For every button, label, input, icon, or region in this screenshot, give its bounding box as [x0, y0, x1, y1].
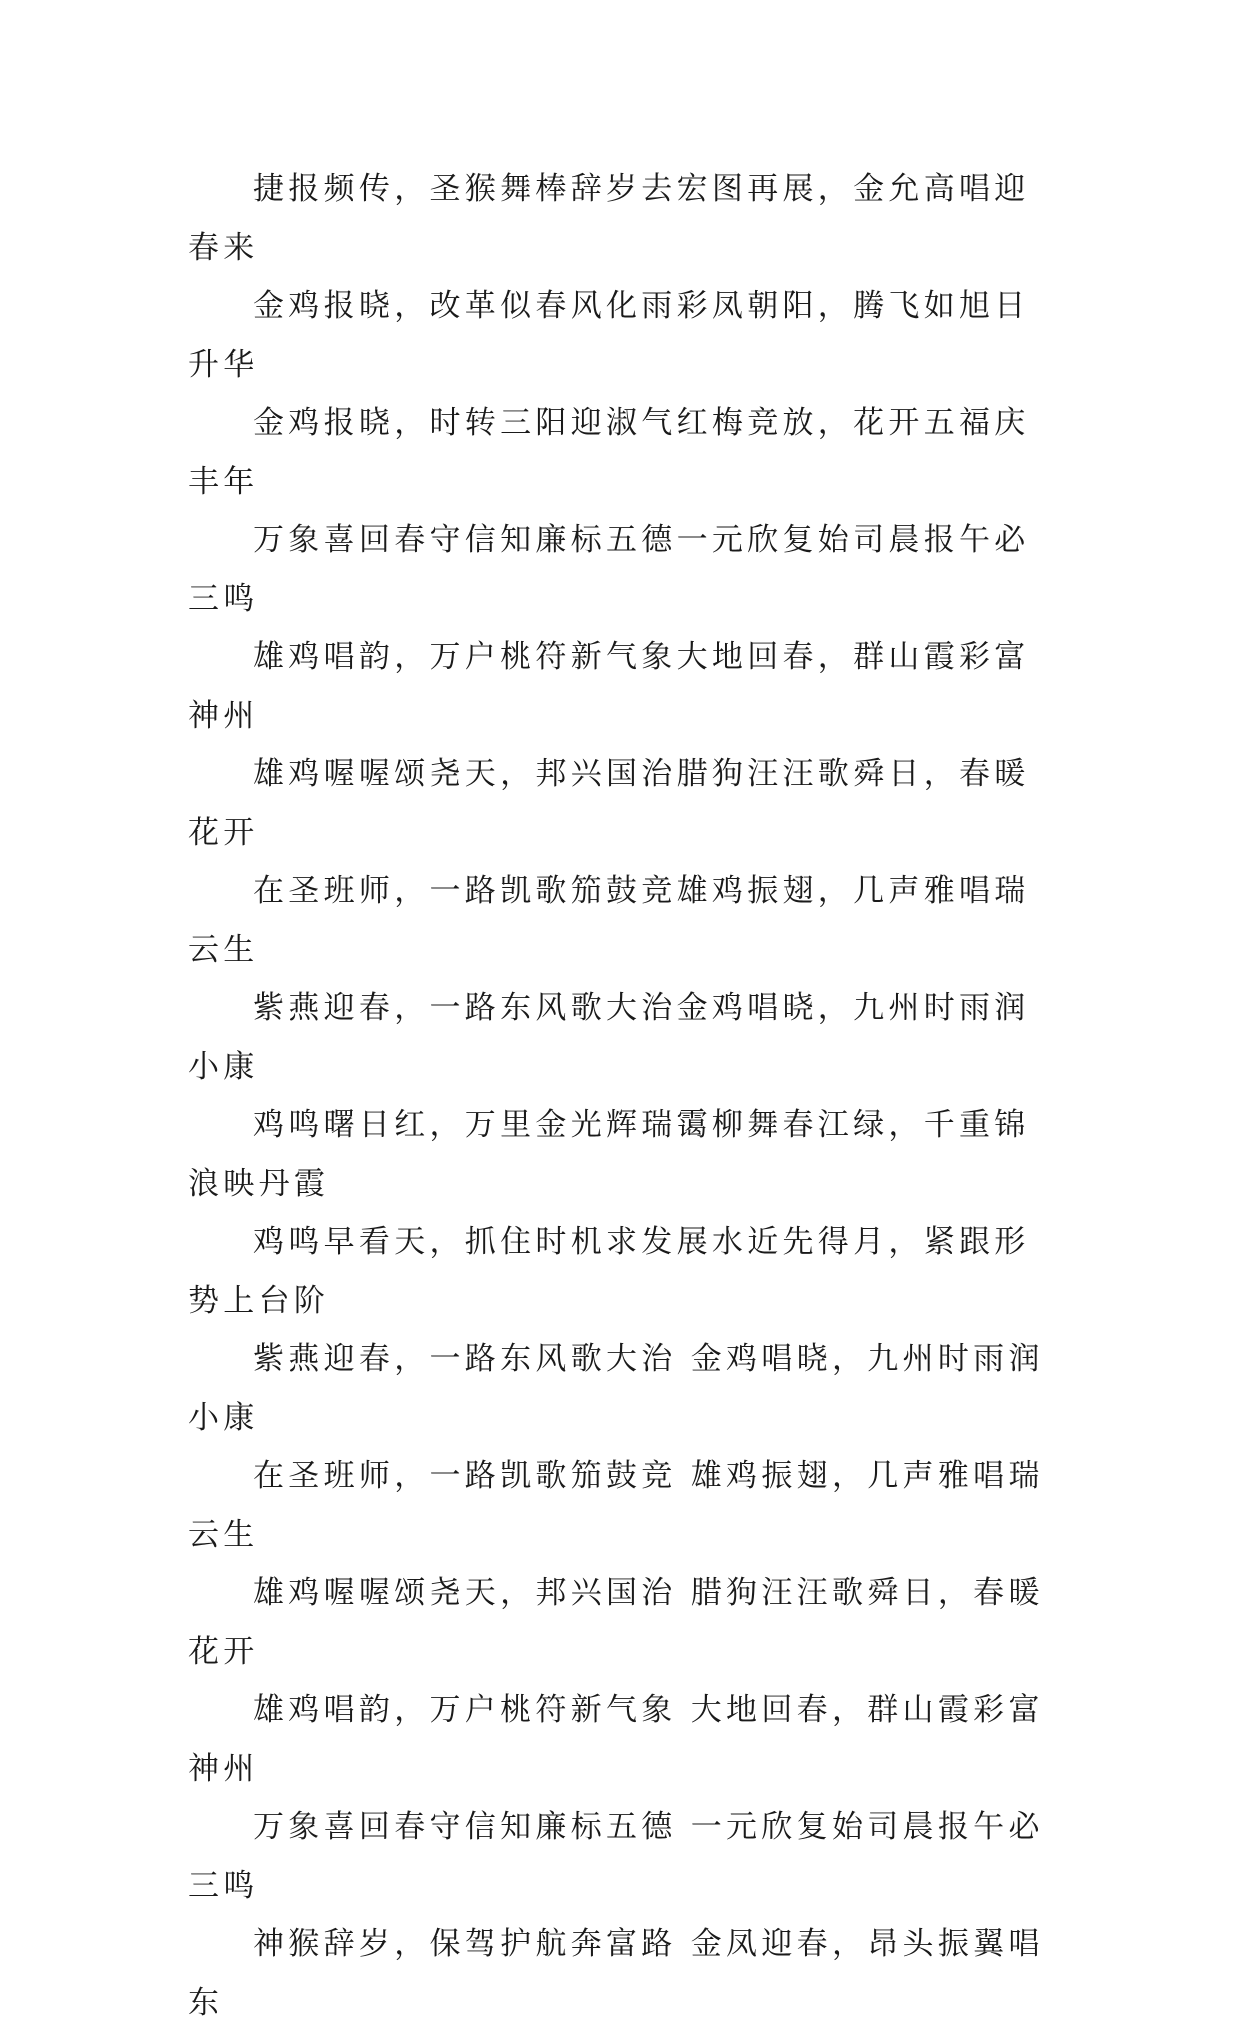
paragraph: 鸡鸣早看天，抓住时机求发展水近先得月，紧跟形势上台阶: [188, 1224, 1030, 1319]
paragraph: 紫燕迎春，一路东风歌大治 金鸡唱晓，九州时雨润小康: [188, 1341, 1044, 1436]
paragraph: 鸡鸣曙日红，万里金光辉瑞霭柳舞春江绿，千重锦浪映丹霞: [188, 1107, 1030, 1202]
paragraph: 雄鸡喔喔颂尧天，邦兴国治腊狗汪汪歌舜日，春暖花开: [188, 756, 1030, 851]
paragraph: 捷报频传，圣猴舞棒辞岁去宏图再展，金允高唱迎春来: [188, 171, 1030, 266]
paragraph: 雄鸡唱韵，万户桃符新气象 大地回春，群山霞彩富神州: [188, 1692, 1044, 1787]
paragraph: 金鸡报晓，时转三阳迎淑气红梅竞放，花开五福庆丰年: [188, 405, 1030, 500]
paragraph: 在圣班师，一路凯歌笳鼓竞 雄鸡振翅，几声雅唱瑞云生: [188, 1458, 1044, 1553]
paragraph: 万象喜回春守信知廉标五德 一元欣复始司晨报午必三鸣: [188, 1809, 1044, 1904]
paragraph: 雄鸡喔喔颂尧天，邦兴国治 腊狗汪汪歌舜日，春暖花开: [188, 1575, 1044, 1670]
paragraph: 紫燕迎春，一路东风歌大治金鸡唱晓，九州时雨润小康: [188, 990, 1030, 1085]
paragraph: 雄鸡唱韵，万户桃符新气象大地回春，群山霞彩富神州: [188, 639, 1030, 734]
document-body: [188, 160, 1060, 2032]
paragraph: 神猴辞岁，保驾护航奔富路 金凤迎春，昂头振翼唱东: [188, 1926, 1044, 2021]
paragraph: 在圣班师，一路凯歌笳鼓竞雄鸡振翅，几声雅唱瑞云生: [188, 873, 1030, 968]
paragraph: 万象喜回春守信知廉标五德一元欣复始司晨报午必三鸣: [188, 522, 1030, 617]
paragraph: 金鸡报晓，改革似春风化雨彩凤朝阳，腾飞如旭日升华: [188, 288, 1030, 383]
